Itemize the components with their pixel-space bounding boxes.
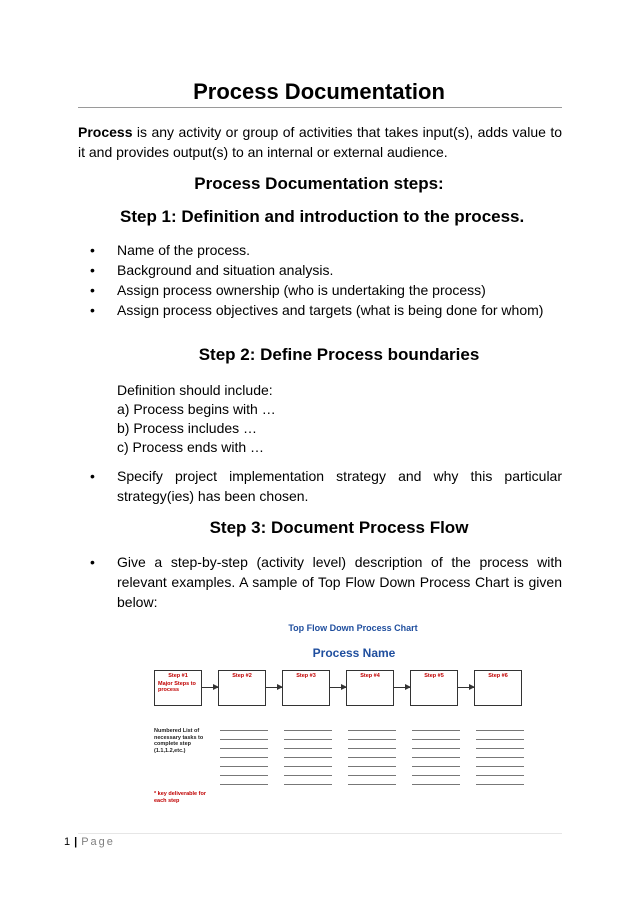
page-word: Page — [81, 836, 115, 848]
flow-chart-image — [148, 618, 528, 818]
definition-item: c) Process ends with … — [117, 439, 265, 455]
list-item: • Assign process objectives and targets (what is being done for whom) — [78, 300, 562, 320]
list-item: • Background and situation analysis. — [78, 260, 562, 280]
step3-list — [78, 552, 562, 612]
flow-box-label: Step #2 — [232, 673, 252, 679]
step3-heading: Step 3: Document Process Flow — [209, 518, 469, 537]
flow-box-label: Step #4 — [360, 673, 380, 679]
page-number: 1 — [64, 836, 71, 848]
chart-key-deliverable-note: * key deliverable for each step — [154, 791, 206, 804]
step2-list — [78, 466, 562, 506]
chart-left-note: Numbered List of necessary tasks to complete step (1.1,1.2,etc.) — [154, 728, 204, 754]
task-lines — [220, 730, 268, 793]
task-lines — [284, 730, 332, 793]
flow-box-step-3 — [282, 670, 330, 706]
chart-process-name: Process Name — [312, 646, 396, 660]
definition-block — [117, 381, 557, 457]
step1-list — [78, 240, 562, 320]
flow-box-step-1 — [154, 670, 202, 706]
task-lines — [412, 730, 460, 793]
flow-box-step-5 — [410, 670, 458, 706]
step2-heading: Step 2: Define Process boundaries — [198, 345, 480, 364]
flow-box-sub: Major Steps to process — [158, 681, 196, 693]
flow-arrow — [330, 687, 346, 688]
definition-item: a) Process begins with … — [117, 401, 276, 417]
steps-heading: Process Documentation steps: — [194, 174, 444, 193]
task-lines — [476, 730, 524, 793]
flow-box-step-2 — [218, 670, 266, 706]
flow-arrow — [266, 687, 282, 688]
flow-box-label: Step #1 — [168, 673, 188, 679]
list-item: • Name of the process. — [78, 240, 562, 260]
page-title: Process Documentation — [193, 79, 445, 104]
definition-item: b) Process includes … — [117, 420, 258, 436]
chart-title: Top Flow Down Process Chart — [288, 623, 418, 633]
intro-paragraph — [78, 122, 562, 162]
list-item: • Specify project implementation strategy and why this particular strategy(ies) has been chosen. — [78, 466, 562, 506]
list-item: • Assign process ownership (who is undertaking the process) — [78, 280, 562, 300]
footer-separator: | — [74, 836, 78, 848]
flow-arrow — [202, 687, 218, 688]
page-footer — [64, 836, 115, 848]
flow-box-label: Step #5 — [424, 673, 444, 679]
flow-arrow — [458, 687, 474, 688]
flow-box-step-6 — [474, 670, 522, 706]
task-lines — [348, 730, 396, 793]
flow-box-label: Step #6 — [488, 673, 508, 679]
intro-text: is any activity or group of activities that takes input(s), adds value to it and provides output(s) to an internal or external audience. — [78, 124, 562, 160]
title-rule — [78, 107, 562, 108]
flow-arrow — [394, 687, 410, 688]
list-item: • Give a step-by-step (activity level) description of the process with relevant examples. A sample of Top Flow Down Process Chart is given below: — [78, 552, 562, 612]
intro-term: Process — [78, 124, 133, 140]
definition-intro: Definition should include: — [117, 382, 273, 398]
flow-box-label: Step #3 — [296, 673, 316, 679]
flow-box-step-4 — [346, 670, 394, 706]
step1-heading: Step 1: Definition and introduction to the process. — [120, 207, 525, 226]
footer-rule — [78, 833, 562, 834]
